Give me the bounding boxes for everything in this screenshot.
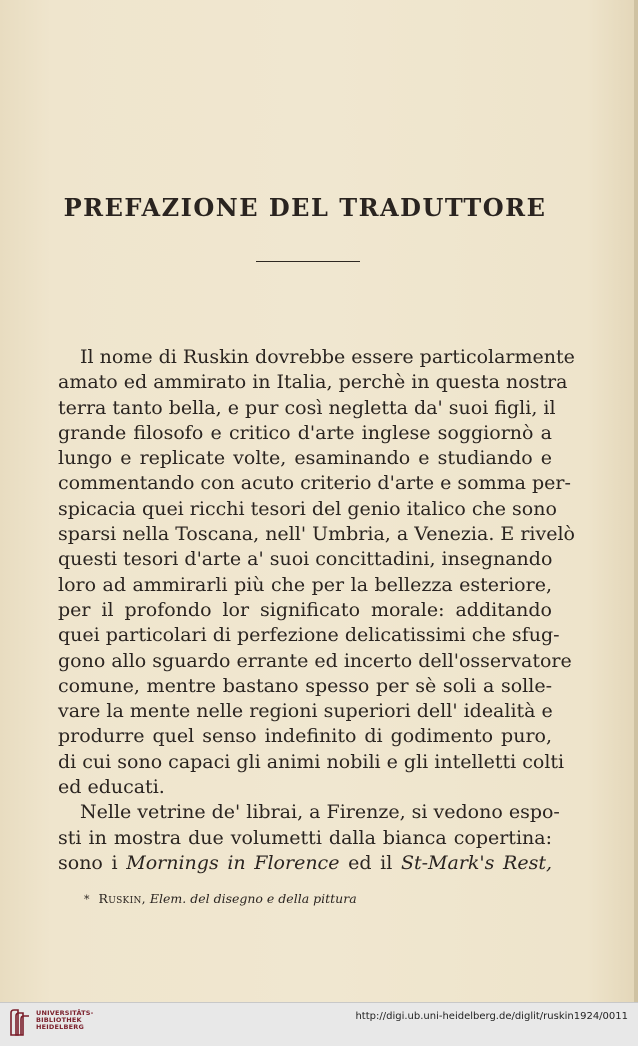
text-line: grande filosofo e critico d'arte inglese soggiornò a: [58, 421, 552, 444]
text-line: questi tesori d'arte a' suoi concittadini, insegnando: [58, 548, 553, 571]
text-segment: ed il: [339, 851, 401, 874]
text-line: di cui sono capaci gli animi nobili e gli intelletti colti: [58, 750, 565, 773]
text-line: quei particolari di perfezione delicatissimi che sfug-: [58, 624, 560, 647]
body-text: [58, 345, 575, 876]
library-logo-icon: [8, 1007, 32, 1037]
text-line: terra tanto bella, e pur così negletta da' suoi figli, il: [58, 396, 556, 419]
text-line: per il profondo lor significato morale: additando: [58, 598, 552, 621]
text-segment: sono i: [58, 851, 127, 874]
text-line: gono allo sguardo errante ed incerto dell'osservatore: [58, 649, 572, 672]
text-line: sparsi nella Toscana, nell' Umbria, a Venezia. E rivelò: [58, 523, 575, 546]
library-name: UNIVERSITÄTS- BIBLIOTHEK HEIDELBERG: [36, 1009, 94, 1032]
footnote: [84, 891, 357, 906]
text-line-with-titles: [58, 851, 552, 876]
footnote-author: Ruskin,: [98, 891, 146, 906]
text-line: lungo e replicate volte, esaminando e studiando e: [58, 447, 552, 470]
viewer-footer: [0, 1002, 638, 1046]
text-line: produrre quel senso indefinito di godimento puro,: [58, 725, 552, 748]
text-line: commentando con acuto criterio d'arte e somma per-: [58, 472, 571, 495]
book-title-mornings: Mornings in Florence: [126, 851, 340, 874]
text-line: sti in mostra due volumetti dalla bianca copertina:: [58, 826, 552, 849]
title-rule: [256, 261, 360, 262]
book-title-st-marks: St-Mark's Rest,: [400, 851, 553, 874]
text-line: amato ed ammirato in Italia, perchè in questa nostra: [58, 371, 568, 394]
footnote-work: Elem. del disegno e della pittura: [149, 891, 357, 906]
text-line: Nelle vetrine de' librai, a Firenze, si vedono espo-: [80, 801, 560, 824]
page-edge: [634, 0, 638, 1002]
source-url-link[interactable]: http://digi.ub.uni-heidelberg.de/diglit/ruskin1924/0011: [355, 1011, 628, 1022]
footnote-marker: *: [84, 893, 90, 906]
text-line: ed educati.: [58, 776, 165, 799]
page-title: PREFAZIONE DEL TRADUTTORE: [63, 193, 547, 222]
text-line: Il nome di Ruskin dovrebbe essere particolarmente: [80, 346, 575, 368]
text-line: spicacia quei ricchi tesori del genio italico che sono: [58, 497, 557, 520]
text-line: loro ad ammirarli più che per la bellezza esteriore,: [58, 573, 552, 596]
text-line: comune, mentre bastano spesso per sè soli a solle-: [58, 674, 552, 697]
text-line: vare la mente nelle regioni superiori dell' idealità e: [58, 700, 553, 723]
